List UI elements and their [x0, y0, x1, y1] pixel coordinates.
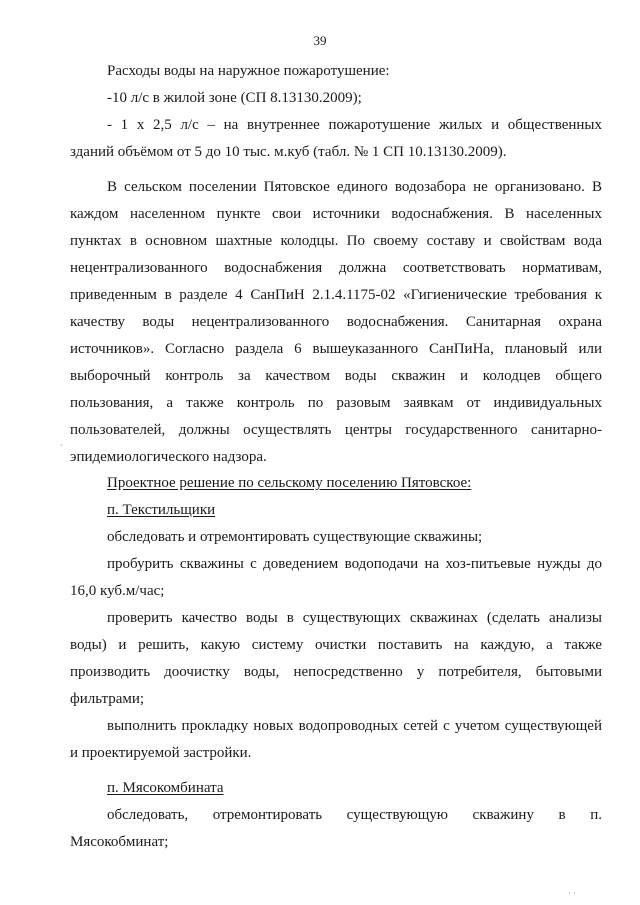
text-line: 16,0 куб.м/час; [70, 583, 165, 599]
text-line: выборочный контроль за качеством воды скважин и колодцев общего [70, 368, 602, 384]
text-line: воды) и решить, какую систему очистки поставить на каждую, а также [70, 637, 602, 653]
text-line: Расходы воды на наружное пожаротушение: [107, 63, 390, 79]
text-line: В сельском поселении Пятовское единого водозабора не организовано. В [107, 179, 602, 195]
scan-speck: · · [568, 888, 577, 898]
text-line: пунктах в основном шахтные колодцы. По своему составу и свойствам вода [70, 233, 602, 249]
page-number: 39 [313, 33, 327, 48]
text-line: -10 л/с в жилой зоне (СП 8.13130.2009); [107, 90, 362, 106]
scan-speck: · [60, 440, 63, 450]
text-line: источников». Согласно раздела 6 вышеуказанного СанПиНа, плановый или [70, 341, 602, 357]
text-line: производить доочистку воды, непосредственно у потребителя, бытовыми [70, 664, 602, 680]
text-line: обследовать, отремонтировать существующую скважину в п. [107, 807, 602, 823]
text-line: обследовать и отремонтировать существующие скважины; [107, 529, 483, 545]
text-line: приведенным в разделе 4 СанПиН 2.1.4.1175-02 «Гигиенические требования к [70, 287, 602, 303]
text-line: пробурить скважины с доведением водоподачи на хоз-питьевые нужды до [107, 556, 602, 572]
text-line: Мясокобминат; [70, 834, 169, 850]
text-line: нецентрализованного водоснабжения должна соответствовать нормативам, [70, 260, 602, 276]
text-line: пользователей, должны осуществлять центры государственного санитарно- [70, 422, 602, 438]
section-heading: п. Текстильщики [107, 502, 216, 518]
text-line: - 1 x 2,5 л/с – на внутреннее пожаротушение жилых и общественных [107, 117, 602, 133]
text-line: фильтрами; [70, 691, 145, 707]
text-line: выполнить прокладку новых водопроводных сетей с учетом существующей [107, 718, 602, 734]
text-line: проверить качество воды в существующих скважинах (сделать анализы [107, 610, 602, 626]
text-line: эпидемиологического надзора. [70, 449, 267, 465]
text-line: каждом населенном пункте свои источники водоснабжения. В населенных [70, 206, 602, 222]
text-line: качеству воды нецентрализованного водоснабжения. Санитарная охрана [70, 314, 602, 330]
section-heading: п. Мясокомбината [107, 780, 224, 796]
text-line: зданий объёмом от 5 до 10 тыс. м.куб (табл. № 1 СП 10.13130.2009). [70, 144, 507, 160]
section-heading: Проектное решение по сельскому поселению Пятовское: [107, 475, 472, 491]
text-line: и проектируемой застройки. [70, 745, 252, 761]
text-line: пользования, а также контроль по разовым заявкам от индивидуальных [70, 395, 602, 411]
